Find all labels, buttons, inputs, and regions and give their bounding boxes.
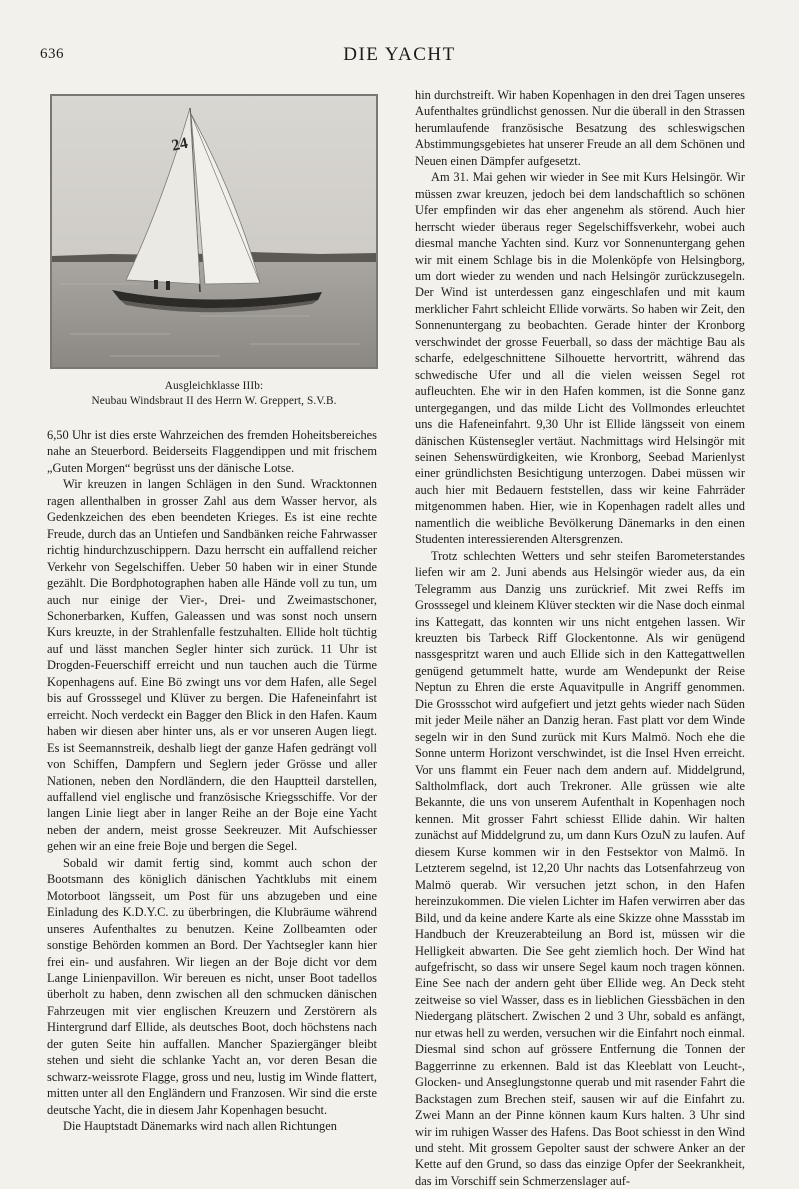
left-column xyxy=(47,427,377,1134)
caption-line-1: Ausgleichklasse IIIb: xyxy=(164,380,264,392)
figure-caption xyxy=(40,379,388,409)
right-column xyxy=(415,87,745,1189)
paragraph: hin durchstreift. Wir haben Kopenhagen in den drei Tagen unseres Aufenthaltes gründlichst genossen. Nur die überall in den Strassen herumlaufende französische Besatzung des schleswigschen Abstimmungsgebietes hat unserer Freude an all dem Schönen und Neuen einen Dämpfer aufgesetzt. xyxy=(415,88,745,168)
caption-line-2: Neubau Windsbraut II des Herrn W. Greppert, S.V.B. xyxy=(91,395,337,407)
paragraph: Am 31. Mai gehen wir wieder in See mit Kurs Helsingör. Wir müssen zwar kreuzen, jedoch bei dem landschaftlich so schönen Ufer empfinden wir das eher angenehm als störend. Auch hier herrscht wieder überaus reger Segelschiffsverkehr, wobei auch diesmal manche Yachten sind. Kurz vor Sonnenuntergang gehen wir mit einem Schlage bis in die Molenköpfe von Helsingborg, um dort wieder zu wenden und nach Helsingör zurückzusegeln. Der Wind ist unterdessen ganz eingeschlafen und mit kaum merklicher Fahrt schleicht Ellide vorwärts. So haben wir Zeit, den Sonnenuntergang zu beobachten. Gerade hinter der Kronborg verschwindet der grosse Feuerball, so dass der mächtige Bau als scharfe, edelgeschnittene Silhouette hervortritt, während das schwedische Ufer und all die vielen weissen Segel rot aufleuchten. Ehe wir in den Hafen kommen, ist die Sonne ganz untergegangen, und das milde Licht des Vollmondes erleuchtet uns die Hafeneinfahrt. 9,30 Uhr ist Ellide längsseit von einem dänischen Küstensegler vertäut. Nachmittags wird Helsingör mit seinen Sehenswürdigkeiten, wie Kronborg, Seebad Marienlyst einer gründlichsten Besichtigung unterzogen. Dabei müssen wir auch hier mit Bedauern feststellen, dass wir keine Fahrräder mitgenommen haben. Hier, wie in Kopenhagen radelt alles und namentlich die weibliche Bevölkerung Dänemarks in den einen Studenten interessierenden Altersgrenzen. xyxy=(415,170,745,547)
paragraph: Trotz schlechten Wetters und sehr steifen Barometerstandes liefen wir am 2. Juni abends aus Helsingör wieder aus, da ein Telegramm aus Danzig uns zurückrief. Mit zwei Reffs im Grosssegel und kleinem Klüver steckten wir die Nase doch einmal ins Kattegatt, das konnten wir uns nicht entgehen lassen. Wir kreuzten bis Tarbeck Riff Glockentonne. Als wir genügend nassgespritzt waren und auch Ellide sich in den Kattegattwellen genügend getummelt hatte, wurde am Wendepunkt der Reise Neptun zu Ehren die erste Aquavitpulle in Angriff genommen. Die Grossschot wird aufgefiert und jetzt gehts wieder nach Süden mit jeder Meile näher an Danzig heran. Fast platt vor dem Winde segeln wir in den Sund zurück mit Kurs Malmö. Noch ehe die Sonne unterm Horizont verschwindet, ist die Insel Hven erreicht. Vor uns flammt ein Feuer nach dem andern auf. Middelgrund, Saltholmflack, dort auch Trekroner. Alle grüssen wie alte Bekannte, die uns von unserem Aufenthalt in Kopenhagen noch kennen. Mit grosser Fahrt schiesst Ellide dahin. Wir halten zunächst auf Middelgrund zu, um dann Kurs OzuN zu laufen. Auf diesem Kurse kommen wir in den Festsektor von Malmö. In Letzterem segelnd, ist 12,20 Uhr nachts das Lotsenfahrzeug von Malmö querab. Wir versuchen jetzt schon, in den Hafen hereinzukommen. Die vielen Lichter im Hafen verwirren aber das Bild, und da keine andere Karte als eine Skizze ohne Massstab im Handbuch der Kreuzerabteilung an Bord ist, müssen wir die Helligkeit abwarten. Die See geht ziemlich hoch. Der Wind hat aufgefrischt, so dass wir unsere Segel kaum noch tragen können. Eine See nach der andern geht über Ellide weg. An Deck steht zeitweise so viel Wasser, dass es in lieblichen Giessbächen in den Niedergang plätschert. Zwischen 2 und 3 Uhr, sobald es anfängt, nur etwas hell zu werden, versuchen wir die Einfahrt noch einmal. Diesmal sind schon auf grössere Entfernung die Tonnen der Baggerrinne zu erkennen. Bald ist das Kleeblatt von Leucht-, Glocken- und Anseglungstonne querab und mit rasender Fahrt die Backstagen zum Brechen steif, sausen wir auf die Einfahrt zu. Zwei Mann an der Pinne können kaum Kurs halten. 3 Uhr sind wir im ruhigen Wasser des Hafens. Das Boot schiesst in den Wind und steht. Mit grossem Gepolter saust der schwere Anker an der Kette auf den Grund, so dass das einzige Opfer der Seekrankheit, das im Vorschiff sein Schmerzenslager auf- xyxy=(415,548,745,1188)
paragraph: Die Hauptstadt Dänemarks wird nach allen Richtungen xyxy=(63,1119,337,1134)
sail-number: 24 xyxy=(170,134,190,155)
paragraph: Wir kreuzen in langen Schlägen in den Sund. Wracktonnen ragen allenthalben in grosser Zahl aus dem Wasser hervor, als Gedenkzeichen des eben beendeten Krieges. Es ist eine rechte Freude, durch das an Untiefen und Sandbänken reiche Fahrwasser richtig hindurchzuschippern. Dazu herrscht ein auffallend reicher Verkehr von Segelschiffen. Ueber 50 haben wir in einer Stunde gezählt. Die Bordphotographen haben alle Hände voll zu tun, um auch nur einige der Vier-, Drei- und Zweimastschoner, Schonerbarken, Kuffen, Galeassen und was sonst noch unsern Kurs kreuzte, in der Strahlenfalle festzuhalten. Ellide holt tüchtig auf und lässt manchen Segler hinter sich zurück. 11 Uhr ist Drogden-Feuerschiff erreicht und nun tauchen auch die Türme Kopenhagens auf. Eine Bö zwingt uns vor dem Hafen, alle Segel bis auf Grosssegel und Klüver zu bergen. Die Hafeneinfahrt ist erreicht. Noch verdeckt ein Bagger den Blick in den Hafen. Kaum haben wir diesen aber hinter uns, als er vor unseren Augen liegt. Es ist Seemannstreik, deshalb liegt der ganze Hafen gedrängt voll von Schiffen, Dampfern und Seglern jeder Grösse und aller Nationen, neben den Nordländern, die den Hauptteil darstellen, auffallend viel englische und französische Kriegsschiffe. Vor der langen Linie liegt aber in langer Reihe an der Boje eine Yacht neben der andern, meist grosse Seekreuzer. Mit Aufschiesser gehen wir an eine freie Boje und bergen die Segel. xyxy=(47,477,377,854)
journal-title: DIE YACHT xyxy=(343,44,456,65)
paragraph: 6,50 Uhr ist dies erste Wahrzeichen des fremden Hoheitsbereiches nahe an Steuerbord. Beiderseits Flaggendippen und mit frischem „Guten Morgen“ begrüsst uns der dänische Lotse. xyxy=(47,428,377,475)
sailboat-photo xyxy=(50,94,378,369)
page-number: 636 xyxy=(40,46,64,62)
paragraph: Sobald wir damit fertig sind, kommt auch schon der Bootsmann des königlich dänischen Yachtklubs mit einem Motorboot längsseit, um Post für uns abzugeben und eine Einladung des K.D.Y.C. zu überbringen, die Klubräume während unseres Aufenthaltes zu benutzen. Keine Zollbeamten oder sonstige Behörden kommen an Bord. Der Yachtsegler kann hier frei ein- und ausfahren. Wir liegen an der Boje dicht vor dem Lange Linienpavillon. Wir bereuen es nicht, unser Boot tadellos überholt zu haben, denn zwischen all den schmucken dänischen Fahrzeugen mit vier englischen Kreuzern und Zerstörern als Hintergrund darf Ellide, als deutsches Boot, doch höchstens nach der guten Seite hin auffallen. Mancher Spaziergänger bleibt stehen und sieht die schlanke Yacht an, vor deren Besan die schwarz-weissrote Flagge, gross und neu, lustig im Winde flattert, mitten unter all den Engländern und Franzosen. Wir sind die erste deutsche Yacht, die in diesem Jahr Kopenhagen besucht. xyxy=(47,855,377,1117)
